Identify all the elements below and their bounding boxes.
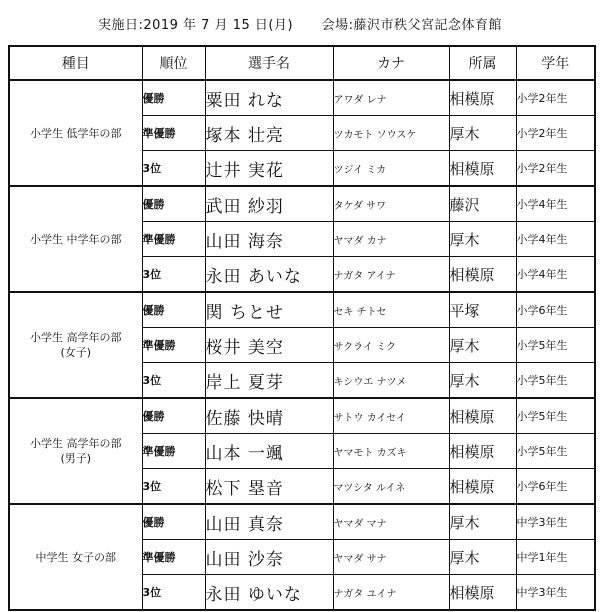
col-header-name: 選手名	[205, 46, 333, 80]
affiliation-cell: 相模原	[449, 80, 516, 116]
event-category-sublabel: (男子)	[60, 452, 92, 465]
affiliation-cell: 相模原	[449, 575, 516, 611]
kana-cell: サクライ ミク	[333, 328, 449, 363]
affiliation-cell: 平塚	[449, 292, 516, 328]
affiliation-cell: 厚木	[449, 363, 516, 399]
col-header-grade: 学年	[516, 46, 595, 80]
player-name-cell: 山田 沙奈	[205, 540, 333, 575]
grade-cell: 中学1年生	[516, 540, 595, 575]
rank-cell: 優勝	[142, 504, 205, 540]
col-header-affiliation: 所属	[449, 46, 516, 80]
event-category-sublabel: (女子)	[60, 346, 92, 359]
affiliation-cell: 厚木	[449, 328, 516, 363]
document-header	[0, 14, 600, 33]
player-name-cell: 山田 海奈	[205, 222, 333, 257]
player-name-cell: 岸上 夏芽	[205, 363, 333, 399]
event-category-cell	[9, 292, 142, 398]
player-name-cell: 桜井 美空	[205, 328, 333, 363]
player-name-cell: 山田 真奈	[205, 504, 333, 540]
grade-cell: 小学5年生	[516, 363, 595, 399]
col-header-event: 種目	[9, 46, 142, 80]
event-category-cell	[9, 80, 142, 186]
player-name-cell: 粟田 れな	[205, 80, 333, 116]
rank-cell: 準優勝	[142, 540, 205, 575]
event-category-cell	[9, 186, 142, 292]
grade-cell: 小学5年生	[516, 398, 595, 434]
col-header-rank: 順位	[142, 46, 205, 80]
event-category-cell	[9, 504, 142, 610]
player-name-cell: 永田 あいな	[205, 257, 333, 293]
player-name-cell: 塚本 壮亮	[205, 116, 333, 151]
event-venue: 会場:藤沢市秩父宮記念体育館	[321, 18, 503, 33]
grade-cell: 中学3年生	[516, 504, 595, 540]
kana-cell: サトウ カイセイ	[333, 398, 449, 434]
event-category-label: 中学生 女子の部	[35, 550, 116, 564]
rank-cell: 準優勝	[142, 116, 205, 151]
kana-cell: マツシタ ルイネ	[333, 469, 449, 505]
kana-cell: セキ チトセ	[333, 292, 449, 328]
rank-cell: 3位	[142, 151, 205, 187]
grade-cell: 小学5年生	[516, 328, 595, 363]
event-category-label: 小学生 低学年の部	[30, 126, 122, 140]
affiliation-cell: 厚木	[449, 540, 516, 575]
grade-cell: 小学4年生	[516, 186, 595, 222]
event-date: 実施日:2019 年 7 月 15 日(月)	[97, 18, 294, 33]
rank-cell: 3位	[142, 575, 205, 611]
event-category-label: 小学生 高学年の部	[30, 331, 122, 344]
player-name-cell: 武田 紗羽	[205, 186, 333, 222]
player-name-cell: 永田 ゆいな	[205, 575, 333, 611]
affiliation-cell: 厚木	[449, 116, 516, 151]
kana-cell: ヤマモト カズキ	[333, 434, 449, 469]
affiliation-cell: 相模原	[449, 257, 516, 293]
kana-cell: ヤマダ サナ	[333, 540, 449, 575]
grade-cell: 小学6年生	[516, 292, 595, 328]
event-category-label: 小学生 高学年の部	[30, 437, 122, 450]
kana-cell: ツカモト ソウスケ	[333, 116, 449, 151]
table-row	[9, 398, 595, 434]
affiliation-cell: 厚木	[449, 222, 516, 257]
grade-cell: 小学2年生	[516, 151, 595, 187]
rank-cell: 優勝	[142, 186, 205, 222]
rank-cell: 準優勝	[142, 328, 205, 363]
table-row	[9, 186, 595, 222]
player-name-cell: 佐藤 快晴	[205, 398, 333, 434]
rank-cell: 準優勝	[142, 222, 205, 257]
event-category-cell	[9, 398, 142, 504]
rank-cell: 準優勝	[142, 434, 205, 469]
affiliation-cell: 相模原	[449, 151, 516, 187]
kana-cell: ヤマダ マナ	[333, 504, 449, 540]
event-category-label: 小学生 中学年の部	[30, 232, 122, 246]
affiliation-cell: 相模原	[449, 434, 516, 469]
grade-cell: 小学4年生	[516, 257, 595, 293]
table-row	[9, 80, 595, 116]
kana-cell: ツジイ ミカ	[333, 151, 449, 187]
rank-cell: 優勝	[142, 80, 205, 116]
affiliation-cell: 相模原	[449, 469, 516, 505]
kana-cell: アワダ レナ	[333, 80, 449, 116]
header-row	[9, 46, 595, 80]
rank-cell: 優勝	[142, 398, 205, 434]
grade-cell: 小学4年生	[516, 222, 595, 257]
affiliation-cell: 相模原	[449, 398, 516, 434]
kana-cell: ナガタ アイナ	[333, 257, 449, 293]
rank-cell: 3位	[142, 469, 205, 505]
rank-cell: 3位	[142, 257, 205, 293]
player-name-cell: 松下 塁音	[205, 469, 333, 505]
grade-cell: 小学2年生	[516, 80, 595, 116]
player-name-cell: 山本 一颯	[205, 434, 333, 469]
rank-cell: 3位	[142, 363, 205, 399]
results-table	[8, 45, 596, 611]
rank-cell: 優勝	[142, 292, 205, 328]
table-row	[9, 292, 595, 328]
kana-cell: ナガタ ユイナ	[333, 575, 449, 611]
grade-cell: 中学3年生	[516, 575, 595, 611]
table-row	[9, 504, 595, 540]
grade-cell: 小学5年生	[516, 434, 595, 469]
affiliation-cell: 藤沢	[449, 186, 516, 222]
grade-cell: 小学6年生	[516, 469, 595, 505]
kana-cell: キシウエ ナツメ	[333, 363, 449, 399]
kana-cell: ヤマダ カナ	[333, 222, 449, 257]
grade-cell: 小学2年生	[516, 116, 595, 151]
kana-cell: タケダ サワ	[333, 186, 449, 222]
player-name-cell: 関 ちとせ	[205, 292, 333, 328]
affiliation-cell: 厚木	[449, 504, 516, 540]
col-header-kana: カナ	[333, 46, 449, 80]
player-name-cell: 辻井 実花	[205, 151, 333, 187]
